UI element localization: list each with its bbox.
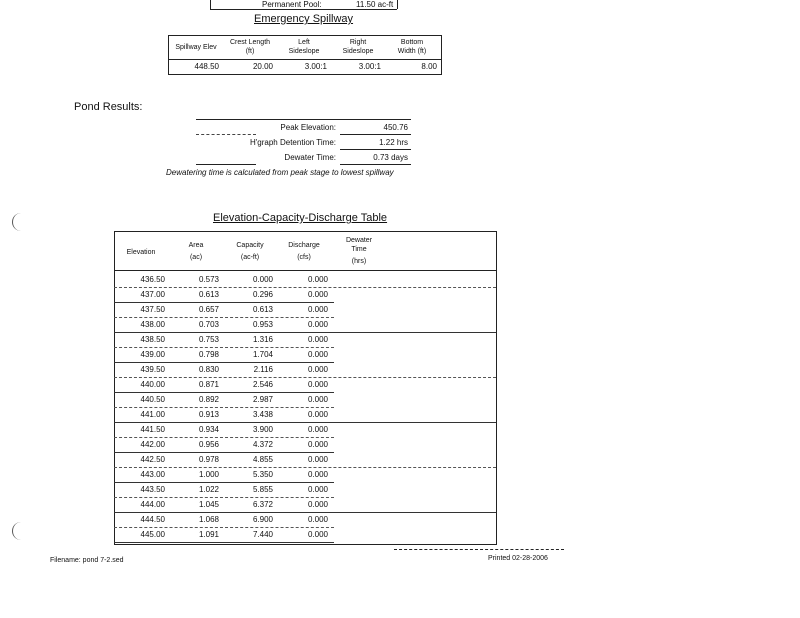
cell-area: 0.657 xyxy=(198,305,219,314)
cell-discharge: 0.000 xyxy=(307,365,328,374)
cell-discharge: 0.000 xyxy=(307,515,328,524)
cell-capacity: 5.350 xyxy=(252,470,273,479)
ecd-header-elevation: Elevation xyxy=(126,249,156,256)
permanent-pool-value: 11.50 ac-ft xyxy=(356,0,394,9)
dewater-time-value: 0.73 days xyxy=(373,153,408,162)
results-value-rule-2 xyxy=(340,149,411,150)
cell-capacity: 3.438 xyxy=(252,410,273,419)
table-row xyxy=(0,348,800,363)
detention-time-label: H'graph Detention Time: xyxy=(249,138,336,147)
ecd-header-discharge: Discharge (cfs) xyxy=(288,242,320,261)
cell-elevation: 443.00 xyxy=(140,470,165,479)
results-value-rule-3 xyxy=(340,164,411,165)
cell-discharge: 0.000 xyxy=(307,380,328,389)
table-row xyxy=(0,393,800,408)
peak-elevation-label: Peak Elevation: xyxy=(280,123,336,132)
cell-discharge: 0.000 xyxy=(307,530,328,539)
cell-area: 1.091 xyxy=(198,530,219,539)
cell-area: 1.045 xyxy=(198,500,219,509)
ecd-header-rule xyxy=(114,270,496,271)
cell-elevation: 438.00 xyxy=(140,320,165,329)
table-row xyxy=(0,363,800,378)
cell-discharge: 0.000 xyxy=(307,350,328,359)
cell-discharge: 0.000 xyxy=(307,455,328,464)
spillway-value-elev: 448.50 xyxy=(194,62,219,71)
table-row xyxy=(0,513,800,528)
cell-area: 1.068 xyxy=(198,515,219,524)
cell-discharge: 0.000 xyxy=(307,395,328,404)
cell-area: 1.000 xyxy=(198,470,219,479)
cell-capacity: 2.987 xyxy=(252,395,273,404)
cell-capacity: 6.372 xyxy=(252,500,273,509)
table-row xyxy=(0,378,800,393)
cell-discharge: 0.000 xyxy=(307,500,328,509)
table-row xyxy=(0,423,800,438)
detention-time-value: 1.22 hrs xyxy=(379,138,408,147)
cell-elevation: 442.00 xyxy=(140,440,165,449)
cell-capacity: 3.900 xyxy=(252,425,273,434)
cell-area: 0.934 xyxy=(198,425,219,434)
cell-area: 0.978 xyxy=(198,455,219,464)
spillway-title: Emergency Spillway xyxy=(254,13,354,25)
results-top-rule xyxy=(196,119,411,120)
table-row xyxy=(0,528,800,543)
cell-elevation: 442.50 xyxy=(140,455,165,464)
cell-capacity: 5.855 xyxy=(252,485,273,494)
cell-elevation: 444.50 xyxy=(140,515,165,524)
cell-discharge: 0.000 xyxy=(307,335,328,344)
spillway-value-crest: 20.00 xyxy=(252,62,273,71)
cell-discharge: 0.000 xyxy=(307,305,328,314)
spillway-value-bottom-width: 8.00 xyxy=(421,62,437,71)
cell-elevation: 437.00 xyxy=(140,290,165,299)
spillway-header-crest: Crest Length (ft) xyxy=(229,39,271,55)
cell-capacity: 0.953 xyxy=(252,320,273,329)
table-row xyxy=(0,408,800,423)
spillway-value-right-slope: 3.00:1 xyxy=(358,62,381,71)
table-row xyxy=(0,303,800,318)
row-separator xyxy=(114,542,334,543)
spillway-header-elev: Spillway Elev xyxy=(175,44,217,51)
table-row xyxy=(0,483,800,498)
ecd-header-area: Area (ac) xyxy=(188,242,204,261)
dewater-time-label: Dewater Time: xyxy=(284,153,336,162)
pond-results-heading: Pond Results: xyxy=(74,101,143,113)
cell-area: 0.830 xyxy=(198,365,219,374)
cell-elevation: 438.50 xyxy=(140,335,165,344)
cell-elevation: 439.00 xyxy=(140,350,165,359)
footer-filename: Filename: pond 7-2.sed xyxy=(50,557,124,564)
spillway-table xyxy=(168,35,442,75)
cell-capacity: 6.900 xyxy=(252,515,273,524)
cell-area: 0.613 xyxy=(198,290,219,299)
cell-elevation: 444.00 xyxy=(140,500,165,509)
spillway-header-bottom-width: Bottom Width (ft) xyxy=(397,39,427,55)
results-value-rule-1 xyxy=(340,134,411,135)
cell-discharge: 0.000 xyxy=(307,470,328,479)
dewatering-note: Dewatering time is calculated from peak stage to lowest spillway xyxy=(166,168,394,177)
pool-box-right-border xyxy=(397,0,398,9)
footer-rule xyxy=(394,549,564,550)
cell-capacity: 1.316 xyxy=(252,335,273,344)
ecd-header-dewater: Dewater Time (hrs) xyxy=(345,237,373,265)
cell-capacity: 4.372 xyxy=(252,440,273,449)
cell-discharge: 0.000 xyxy=(307,440,328,449)
cell-capacity: 1.704 xyxy=(252,350,273,359)
pool-box-bottom-border xyxy=(210,9,397,10)
cell-capacity: 4.855 xyxy=(252,455,273,464)
cell-elevation: 440.50 xyxy=(140,395,165,404)
permanent-pool-label: Permanent Pool: xyxy=(262,0,322,9)
cell-area: 0.703 xyxy=(198,320,219,329)
cell-capacity: 0.613 xyxy=(252,305,273,314)
table-row xyxy=(0,288,800,303)
table-row xyxy=(0,318,800,333)
results-left-rule-1 xyxy=(196,134,256,135)
peak-elevation-value: 450.76 xyxy=(383,123,408,132)
table-row xyxy=(0,273,800,288)
table-row xyxy=(0,453,800,468)
cell-elevation: 441.50 xyxy=(140,425,165,434)
cell-area: 0.573 xyxy=(198,275,219,284)
cell-area: 1.022 xyxy=(198,485,219,494)
cell-elevation: 437.50 xyxy=(140,305,165,314)
pool-box-left-border xyxy=(210,0,211,9)
table-row xyxy=(0,468,800,483)
spillway-header-rule xyxy=(169,59,441,60)
spillway-header-left-slope: Left Sideslope xyxy=(288,39,320,55)
cell-capacity: 7.440 xyxy=(252,530,273,539)
cell-discharge: 0.000 xyxy=(307,290,328,299)
spillway-value-left-slope: 3.00:1 xyxy=(304,62,327,71)
table-row xyxy=(0,333,800,348)
cell-area: 0.913 xyxy=(198,410,219,419)
cell-discharge: 0.000 xyxy=(307,485,328,494)
cell-discharge: 0.000 xyxy=(307,320,328,329)
cell-elevation: 439.50 xyxy=(140,365,165,374)
cell-capacity: 0.296 xyxy=(252,290,273,299)
cell-area: 0.892 xyxy=(198,395,219,404)
cell-capacity: 2.116 xyxy=(253,365,273,374)
ecd-header-capacity: Capacity (ac-ft) xyxy=(236,242,264,261)
results-left-rule-3 xyxy=(196,164,256,165)
spillway-header-right-slope: Right Sideslope xyxy=(342,39,374,55)
cell-area: 0.956 xyxy=(198,440,219,449)
cell-capacity: 0.000 xyxy=(252,275,273,284)
table-row xyxy=(0,498,800,513)
hole-punch-mark-top xyxy=(12,213,27,231)
cell-discharge: 0.000 xyxy=(307,425,328,434)
cell-discharge: 0.000 xyxy=(307,275,328,284)
cell-discharge: 0.000 xyxy=(307,410,328,419)
footer-printed-date: Printed 02-28-2006 xyxy=(488,555,548,562)
cell-elevation: 443.50 xyxy=(140,485,165,494)
cell-area: 0.753 xyxy=(198,335,219,344)
cell-elevation: 445.00 xyxy=(140,530,165,539)
cell-area: 0.798 xyxy=(198,350,219,359)
cell-elevation: 436.50 xyxy=(140,275,165,284)
cell-elevation: 441.00 xyxy=(140,410,165,419)
ecd-table-title: Elevation-Capacity-Discharge Table xyxy=(213,212,388,224)
table-row xyxy=(0,438,800,453)
cell-area: 0.871 xyxy=(198,380,219,389)
cell-capacity: 2.546 xyxy=(252,380,273,389)
cell-elevation: 440.00 xyxy=(140,380,165,389)
